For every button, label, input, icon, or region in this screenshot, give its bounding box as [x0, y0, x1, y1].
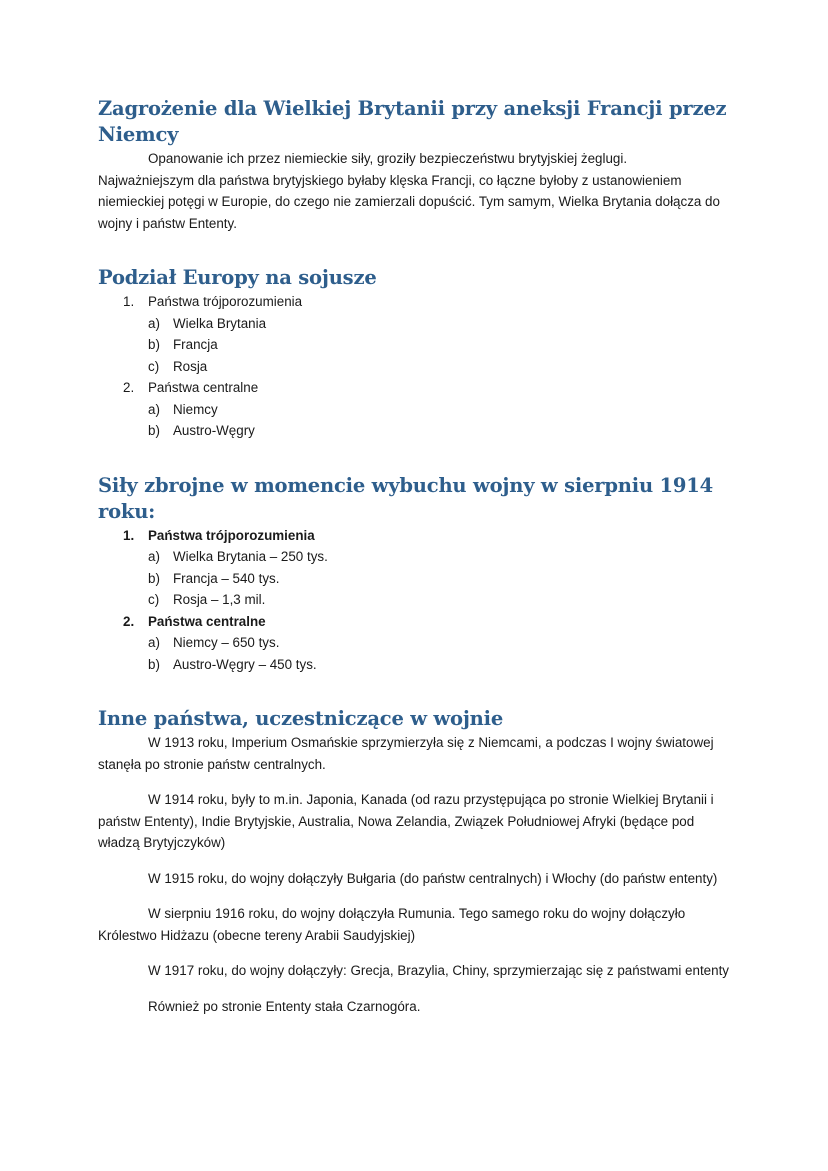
list-subitem-text: Francja [173, 337, 218, 352]
list-item-label: Państwa centralne [148, 613, 266, 629]
list-subitem [98, 568, 738, 590]
section-heading-other-states: Inne państwa, uczestniczące w wojnie [98, 707, 504, 730]
list-item [98, 611, 738, 633]
list-item [98, 525, 738, 547]
list-item [98, 291, 738, 313]
list-subitem-text: Austro-Węgry [173, 423, 255, 438]
list-subitem [98, 356, 738, 378]
list-subitem-text: Rosja [173, 358, 208, 374]
paragraph-1916: W sierpniu 1916 roku, do wojny dołączyła Rumunia. Tego samego roku do wojny dołączyło Królestwo Hidżazu (obecne tereny Arabii Saudyjskiej) [98, 906, 686, 943]
list-subitem [98, 632, 738, 654]
list-letter: c) [148, 358, 160, 374]
paragraph-threat-rest: Najważniejszym dla państwa brytyjskiego byłaby klęska Francji, co łączne byłoby z ustanowieniem niemieckiej potęgi w Europie, do czego nie zamierzali dopuścić. Tym samym, Wielka Brytania dołącza do wojny i państw Ententy. [98, 172, 720, 231]
document-page [98, 96, 738, 1017]
list-letter: a) [148, 635, 160, 650]
list-letter: b) [148, 337, 160, 352]
list-letter: a) [148, 401, 160, 417]
list-subitem-text: Wielka Brytania [173, 315, 267, 331]
list-letter: b) [148, 656, 160, 672]
list-item-label: Państwa centralne [148, 380, 259, 395]
list-subitem-text: Niemcy [173, 401, 218, 417]
paragraph-threat [98, 148, 738, 234]
list-subitem [98, 589, 738, 611]
list-subitem [98, 399, 738, 421]
alliances-list [98, 291, 738, 442]
list-subitem-text: Austro-Węgry – 450 tys. [173, 656, 317, 672]
paragraph-1913: W 1913 roku, Imperium Osmańskie sprzymierzyła się z Niemcami, a podczas I wojny światowej stanęła po stronie państw centralnych. [98, 735, 714, 772]
paragraph-montenegro: Również po stronie Ententy stała Czarnogóra. [148, 998, 421, 1014]
list-item [98, 377, 738, 399]
list-subitem [98, 654, 738, 676]
list-letter: c) [148, 592, 160, 607]
list-letter: b) [148, 570, 160, 586]
paragraph-1914: W 1914 roku, były to m.in. Japonia, Kanada (od razu przystępująca po stronie Wielkiej Brytanii i państw Ententy), Indie Brytyjskie, Australia, Nowa Zelandia, Związek Południowej Afryki (będące pod władzą Brytyjczyków) [98, 792, 714, 850]
list-number: 1. [123, 527, 135, 543]
list-subitem [98, 313, 738, 335]
list-number: 2. [123, 380, 135, 395]
paragraph-1917: W 1917 roku, do wojny dołączyły: Grecja, Brazylia, Chiny, sprzymierzając się z państwami ententy [148, 963, 729, 978]
list-item-label: Państwa trójporozumienia [148, 294, 303, 309]
section-heading-threat: Zagrożenie dla Wielkiej Brytanii przy aneksji Francji przez Niemcy [98, 97, 727, 146]
paragraph-1915: W 1915 roku, do wojny dołączyły Bułgaria (do państw centralnych) i Włochy (do państw ententy) [148, 870, 718, 886]
list-subitem [98, 420, 738, 442]
list-letter: a) [148, 315, 160, 331]
list-number: 2. [123, 613, 135, 629]
list-letter: a) [148, 549, 160, 564]
section-heading-alliances: Podział Europy na sojusze [98, 266, 377, 289]
section-heading-forces: Siły zbrojne w momencie wybuchu wojny w sierpniu 1914 roku: [98, 473, 714, 523]
list-subitem-text: Niemcy – 650 tys. [173, 635, 280, 650]
list-letter: b) [148, 423, 160, 438]
list-subitem [98, 334, 738, 356]
paragraph-threat-line1: Opanowanie ich przez niemieckie siły, groziły bezpieczeństwu brytyjskiej żeglugi. [148, 151, 628, 166]
forces-list [98, 525, 738, 676]
list-subitem-text: Rosja – 1,3 mil. [173, 592, 266, 607]
list-item-label: Państwa trójporozumienia [148, 527, 315, 543]
list-subitem-text: Wielka Brytania – 250 tys. [173, 549, 328, 564]
list-subitem-text: Francja – 540 tys. [173, 570, 280, 586]
list-subitem [98, 546, 738, 568]
list-number: 1. [123, 294, 135, 309]
